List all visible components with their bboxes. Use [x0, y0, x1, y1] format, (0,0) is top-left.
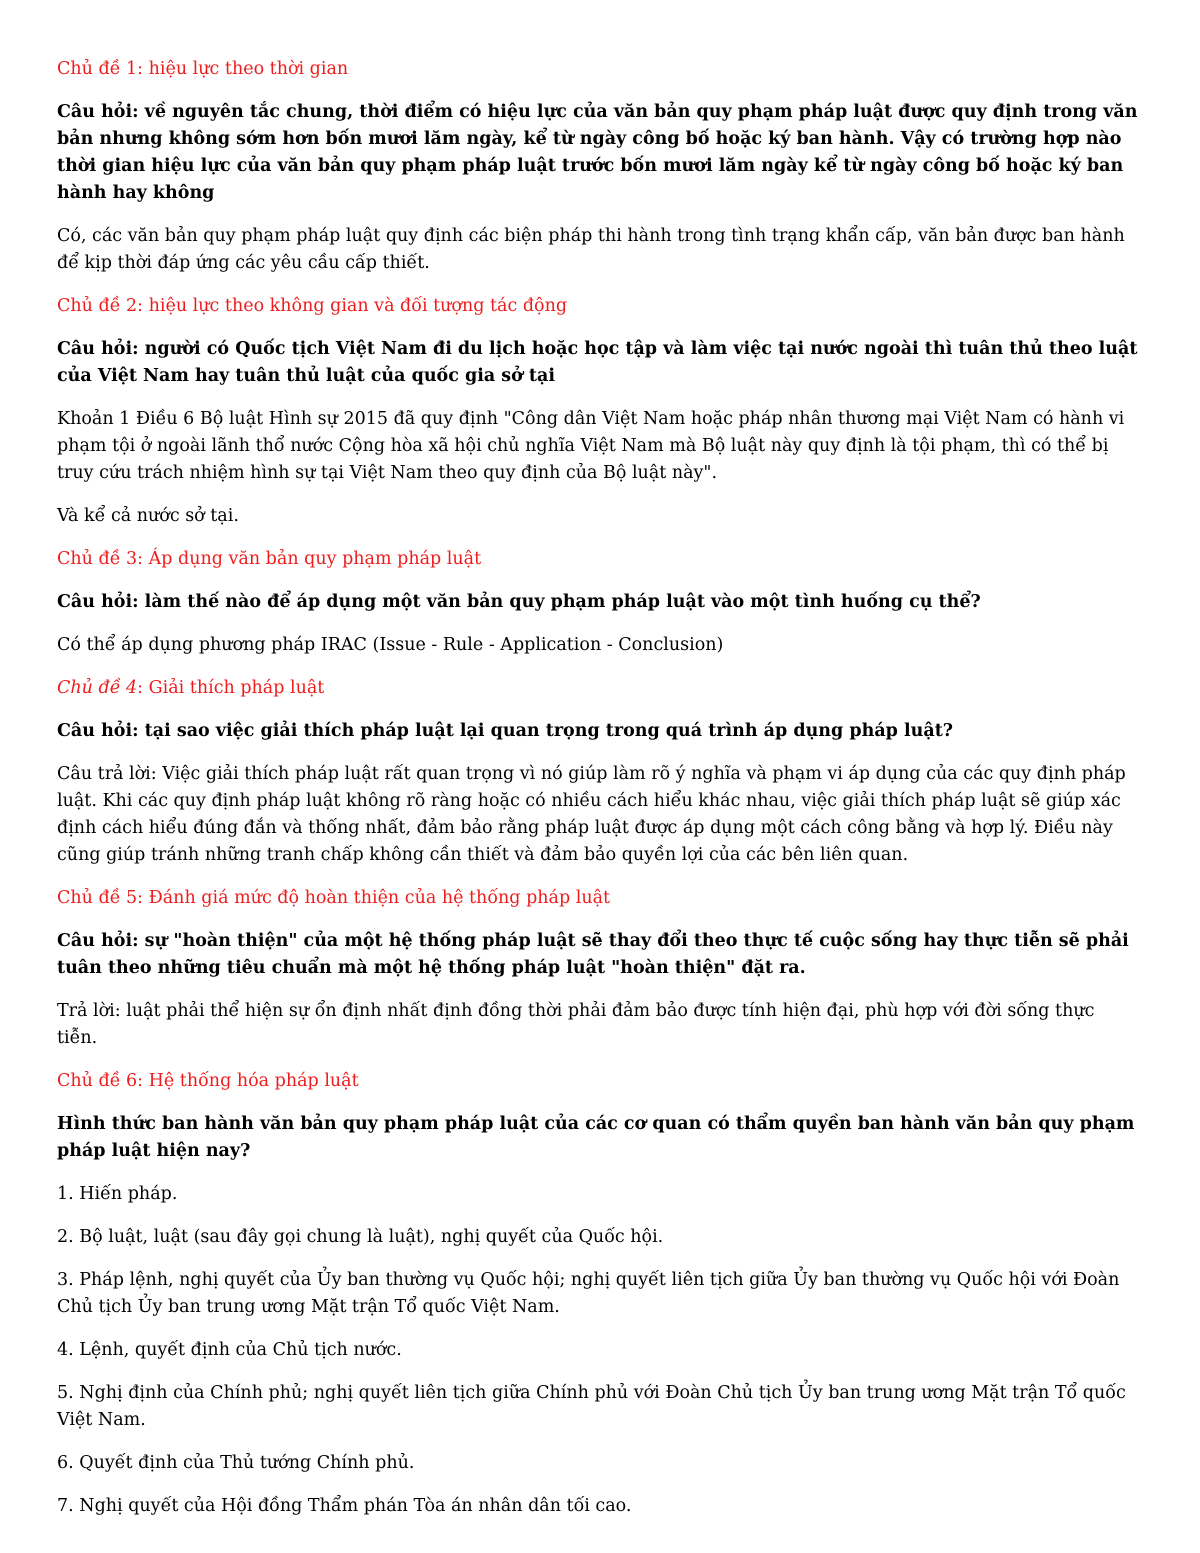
topic-1-answer: Có, các văn bản quy phạm pháp luật quy định các biện pháp thi hành trong tình trạng khẩn cấp, văn bản được ban hành để kịp thời đáp ứng các yêu cầu cấp thiết. [57, 226, 1125, 273]
topic-3-question: Câu hỏi: làm thế nào để áp dụng một văn bản quy phạm pháp luật vào một tình huống cụ thể? [57, 592, 981, 612]
list-item: 6. Quyết định của Thủ tướng Chính phủ. [57, 1453, 415, 1473]
topic-5-question: Câu hỏi: sự "hoàn thiện" của một hệ thống pháp luật sẽ thay đổi theo thực tế cuộc sống hay thực tiễn sẽ phải tuân theo những tiêu chuẩn mà một hệ thống pháp luật "hoàn thiện" đặt ra. [57, 931, 1129, 978]
list-item: 2. Bộ luật, luật (sau đây gọi chung là luật), nghị quyết của Quốc hội. [57, 1227, 664, 1247]
topic-2-heading: Chủ đề 2: hiệu lực theo không gian và đối tượng tác động [57, 296, 568, 316]
topic-4-heading-prefix: Chủ đề 4 [57, 678, 138, 698]
list-item: 3. Pháp lệnh, nghị quyết của Ủy ban thường vụ Quốc hội; nghị quyết liên tịch giữa Ủy ban thường vụ Quốc hội với Đoàn Chủ tịch Ủy ban trung ương Mặt trận Tổ quốc Việt Nam. [57, 1270, 1120, 1317]
list-item: 7. Nghị quyết của Hội đồng Thẩm phán Tòa án nhân dân tối cao. [57, 1496, 632, 1516]
topic-1-question: Câu hỏi: về nguyên tắc chung, thời điểm có hiệu lực của văn bản quy phạm pháp luật được quy định trong văn bản nhưng không sớm hơn bốn mươi lăm ngày, kể từ ngày công bố hoặc ký ban hành. Vậy có trường hợp nào thời gian hiệu lực của văn bản quy phạm pháp luật trước bốn mươi lăm ngày kể từ ngày công bố hoặc ký ban hành hay không [57, 102, 1138, 203]
list-item: 1. Hiến pháp. [57, 1184, 178, 1204]
topic-6-heading: Chủ đề 6: Hệ thống hóa pháp luật [57, 1071, 359, 1091]
topic-4-answer: Câu trả lời: Việc giải thích pháp luật rất quan trọng vì nó giúp làm rõ ý nghĩa và phạm vi áp dụng của các quy định pháp luật. Khi các quy định pháp luật không rõ ràng hoặc có nhiều cách hiểu khác nhau, việc giải thích pháp luật sẽ giúp xác định cách hiểu đúng đắn và thống nhất, đảm bảo rằng pháp luật được áp dụng một cách công bằng và hợp lý. Điều này cũng giúp tránh những tranh chấp không cần thiết và đảm bảo quyền lợi của các bên liên quan. [57, 764, 1126, 865]
topic-2-question: Câu hỏi: người có Quốc tịch Việt Nam đi du lịch hoặc học tập và làm việc tại nước ngoài thì tuân thủ theo luật của Việt Nam hay tuân thủ luật của quốc gia sở tại [57, 339, 1138, 386]
topic-3-heading: Chủ đề 3: Áp dụng văn bản quy phạm pháp luật [57, 549, 482, 569]
topic-4-heading [57, 675, 1140, 702]
topic-4-question: Câu hỏi: tại sao việc giải thích pháp luật lại quan trọng trong quá trình áp dụng pháp luật? [57, 721, 954, 741]
topic-2-answer: Khoản 1 Điều 6 Bộ luật Hình sự 2015 đã quy định "Công dân Việt Nam hoặc pháp nhân thương mại Việt Nam có hành vi phạm tội ở ngoài lãnh thổ nước Cộng hòa xã hội chủ nghĩa Việt Nam mà Bộ luật này quy định là tội phạm, thì có thể bị truy cứu trách nhiệm hình sự tại Việt Nam theo quy định của Bộ luật này". [57, 409, 1125, 483]
topic-6-question: Hình thức ban hành văn bản quy phạm pháp luật của các cơ quan có thẩm quyền ban hành văn bản quy phạm pháp luật hiện nay? [57, 1114, 1135, 1161]
topic-5-heading: Chủ đề 5: Đánh giá mức độ hoàn thiện của hệ thống pháp luật [57, 888, 611, 908]
topic-2-answer-note: Và kể cả nước sở tại. [57, 506, 239, 526]
list-item: 4. Lệnh, quyết định của Chủ tịch nước. [57, 1340, 402, 1360]
topic-3-answer: Có thể áp dụng phương pháp IRAC (Issue - Rule - Application - Conclusion) [57, 635, 724, 655]
topic-4-heading-rest: : Giải thích pháp luật [137, 678, 325, 698]
topic-1-heading: Chủ đề 1: hiệu lực theo thời gian [57, 59, 349, 79]
topic-5-answer: Trả lời: luật phải thể hiện sự ổn định nhất định đồng thời phải đảm bảo được tính hiện đại, phù hợp với đời sống thực tiễn. [57, 1001, 1095, 1048]
list-item: 5. Nghị định của Chính phủ; nghị quyết liên tịch giữa Chính phủ với Đoàn Chủ tịch Ủy ban trung ương Mặt trận Tổ quốc Việt Nam. [57, 1383, 1126, 1430]
